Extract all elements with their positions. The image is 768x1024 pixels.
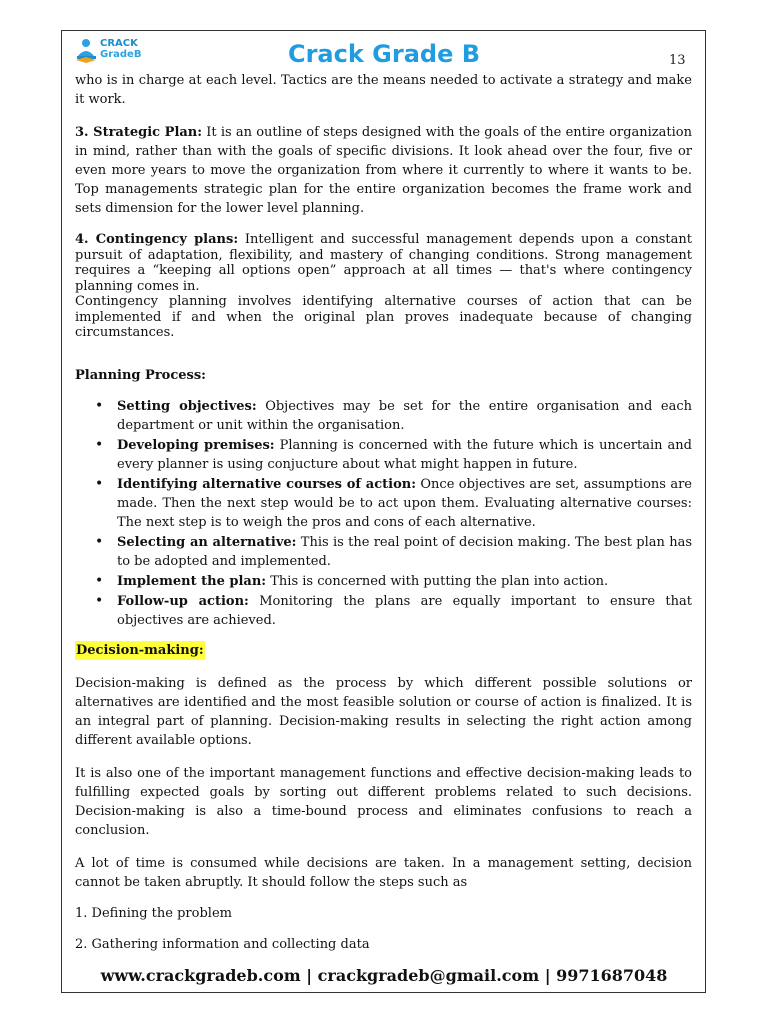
contingency-text: Intelligent and successful management depends upon a constant pursuit of adaptation, flexibility, and mastery of changing conditions. Strong management requires a “keeping all options open” approach at all times — that's where contingency planning comes in. <box>75 232 693 294</box>
list-item <box>117 572 692 591</box>
list-item-label: Selecting an alternative: <box>117 534 297 550</box>
decision-making-heading: Decision-making: <box>76 642 204 658</box>
logo-line-2: GradeB <box>100 49 142 60</box>
decision-making-paragraph-3: A lot of time is consumed while decisions are taken. In a management setting, decision cannot be taken abruptly. It should follow the steps such as <box>75 855 692 890</box>
list-item-label: Setting objectives: <box>117 398 257 414</box>
list-item <box>117 533 692 571</box>
page-content <box>75 71 692 954</box>
list-item-label: Implement the plan: <box>117 573 267 589</box>
list-item-text: Monitoring the plans are equally important to ensure that objectives are achieved. <box>117 593 692 628</box>
planning-process-heading: Planning Process: <box>75 367 206 383</box>
planning-process-list <box>75 397 692 630</box>
logo-line-1: CRACK <box>100 38 138 49</box>
list-item <box>117 397 692 435</box>
contingency-label: 4. Contingency plans: <box>75 232 239 247</box>
footer-contact: www.crackgradeb.com | crackgradeb@gmail.com | 9971687048 <box>100 966 668 985</box>
list-item <box>117 436 692 474</box>
list-item-text: This is concerned with putting the plan into action. <box>266 573 609 589</box>
intro-paragraph: who is in charge at each level. Tactics are the means needed to activate a strategy and make it work. <box>75 73 692 107</box>
contingency-paragraph-2: Contingency planning involves identifying alternative courses of action that can be implemented if and when the original plan proves inadequate because of changing circumstances. <box>75 294 692 340</box>
strategic-plan-paragraph <box>75 123 692 218</box>
list-item-text: Planning is concerned with the future which is uncertain and every planner is using conjucture about what might happen in future. <box>117 437 692 472</box>
contingency-paragraph <box>75 232 692 294</box>
list-item <box>117 592 692 630</box>
list-item-text: Once objectives are set, assumptions are made. Then the next step would be to act upon them. Evaluating alternative courses: The next step is to weigh the pros and cons of each alternative. <box>117 476 692 530</box>
list-item-label: Identifying alternative courses of action: <box>117 476 416 492</box>
list-item-label: Follow-up action: <box>117 593 249 609</box>
strategic-plan-text: It is an outline of steps designed with the goals of the entire organization in mind, rather than with the goals of specific divisions. It look ahead over the four, five or even more years to move the organization from where it currently to where it wants to be. Top managements strategic plan for the entire organization becomes the frame work and sets dimension for the lower level planning. <box>75 125 692 216</box>
decision-step: 2. Gathering information and collecting data <box>75 936 370 952</box>
decision-making-paragraph-2: It is also one of the important management functions and effective decision-making leads to fulfilling expected goals by sorting out different problems related to such decisions. Decision-making is also a time-bound process and eliminates confusions to reach a conclusion. <box>75 765 692 838</box>
list-item-text: Objectives may be set for the entire organisation and each department or unit within the organisation. <box>117 398 692 433</box>
decision-making-paragraph-1: Decision-making is defined as the process by which different possible solutions or alternatives are identified and the most feasible solution or course of action is finalized. It is an integral part of planning. Decision-making results in selecting the right action among different available options. <box>75 675 692 748</box>
list-item-label: Developing premises: <box>117 437 275 453</box>
list-item <box>117 475 692 532</box>
brand-title: Crack Grade B <box>287 40 481 68</box>
decision-step: 1. Defining the problem <box>75 905 232 921</box>
list-item-text: This is the real point of decision making. The best plan has to be adopted and implemented. <box>117 534 693 569</box>
strategic-plan-label: 3. Strategic Plan: <box>75 125 203 140</box>
page-number: 13 <box>669 53 686 68</box>
